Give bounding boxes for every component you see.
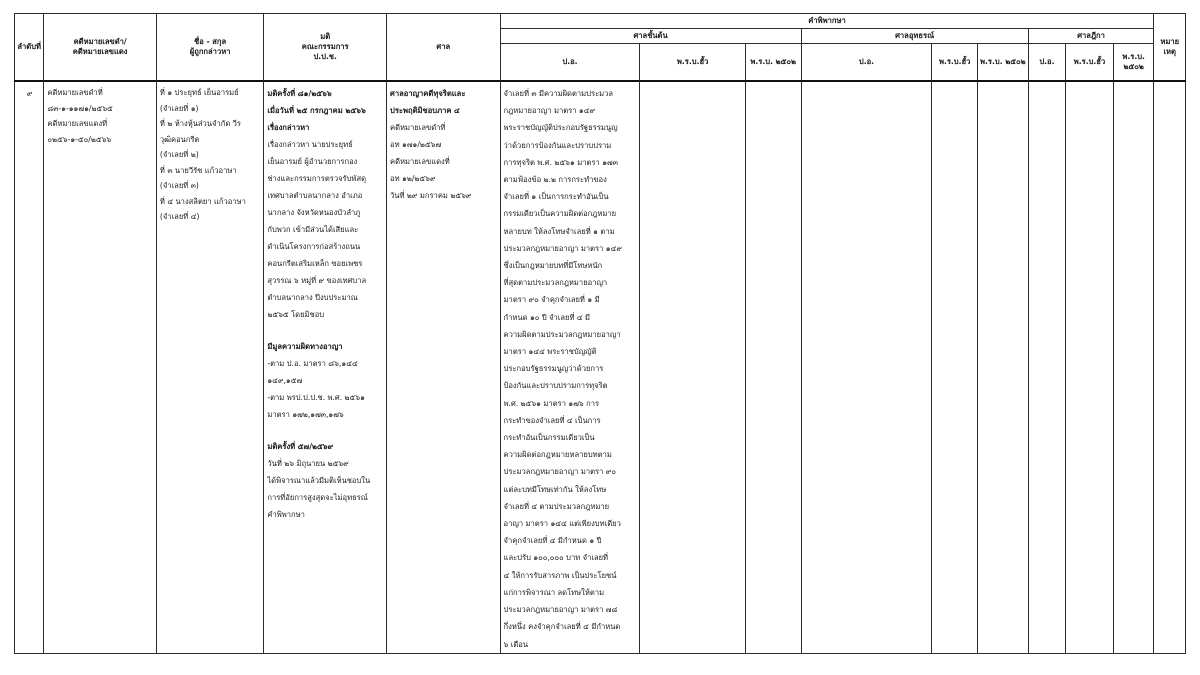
court-name-line: ศาลอาญาคดีทุจริตและ <box>390 89 466 98</box>
verdict-line: จำเลยที่ ๔ ตามประมวลกฎหมาย <box>503 501 610 511</box>
header-case-number: คดีหมายเลขดำ/ คดีหมายเลขแดง <box>44 14 157 82</box>
resolution-cell <box>264 81 387 653</box>
header-judgment: คำพิพากษา <box>500 14 1154 29</box>
verdict-line: ซึ่งเป็นกฎหมายบทที่มีโทษหนัก <box>503 261 603 271</box>
header-court: ศาล <box>387 14 501 82</box>
accused-cell <box>156 81 263 653</box>
subject-line: คอนกรีตเสริมเหล็ก ซอยเพชร <box>267 259 363 268</box>
meeting-2-line: คำพิพากษา <box>267 510 305 519</box>
verdict-line: กึ่งหนึ่ง คงจำคุกจำเลยที่ ๔ มีกำหนด <box>503 622 621 632</box>
verdict-line: มาตรา ๙๐ จำคุกจำเลยที่ ๑ มี <box>503 295 600 305</box>
verdict-line: กระทำอันเป็นกรรมเดียวเป็น <box>503 433 595 443</box>
verdict-line: ป้องกันและปราบปรามการทุจริต <box>503 381 608 391</box>
meeting-2-title: มติครั้งที่ ๕๗/๒๕๖๙ <box>267 442 334 451</box>
subject-line: สุวรรณ ๖ หมู่ที่ ๙ ของเทศบาล <box>267 276 367 285</box>
header-supreme-pbr-2502: พ.ร.บ. ๒๕๐๒ <box>1113 44 1154 82</box>
court-detail-line: วันที่ ๒๙ มกราคม ๒๕๖๙ <box>390 191 472 200</box>
accused-line: ที่ ๑ ประยุทธ์ เย็นอารมย์ <box>159 88 239 97</box>
accused-line: ที่ ๒ ห้างหุ้นส่วนจำกัด วีร <box>159 119 242 128</box>
subject-line: เรื่องกล่าวหา นายประยุทธ์ <box>267 140 353 149</box>
accused-line: วุฒิคอนกรีต <box>159 134 200 144</box>
verdict-line: ตามฟ้องข้อ ๒.๒ การกระทำของ <box>503 175 607 185</box>
court-detail-line: คดีหมายเลขดำที่ <box>390 123 446 132</box>
header-appeal-penal-code: ป.อ. <box>801 44 932 82</box>
criminal-line: มาตรา ๑๗๒,๑๗๓,๑๗๖ <box>267 410 344 419</box>
verdict-line: กระทำของจำเลยที่ ๔ เป็นการ <box>503 415 601 425</box>
supreme-penal-code-cell <box>1028 81 1066 653</box>
case-table <box>14 13 1186 654</box>
order-cell: ๙ <box>15 81 44 653</box>
verdict-line: การทุจริต พ.ศ. ๒๕๖๑ มาตรา ๑๗๓ <box>503 157 618 167</box>
subject-line: ๒๕๖๕ โดยมิชอบ <box>267 310 325 319</box>
verdict-line: ๔ ให้การรับสารภาพ เป็นประโยชน์ <box>503 570 617 580</box>
verdict-line: ๖ เดือน <box>503 639 529 649</box>
verdict-line: จำเลยที่ ๑ เป็นการกระทำอันเป็น <box>503 192 609 202</box>
subject-line: ช่างและกรรมการตรวจรับพัสดุ <box>267 174 367 183</box>
header-first-pbr-2502: พ.ร.บ. ๒๕๐๒ <box>745 44 801 82</box>
court-detail-line: คดีหมายเลขแดงที่ <box>390 157 450 166</box>
subject-line: นากลาง จังหวัดหนองบัวลำภู <box>267 208 361 217</box>
criminal-line: ๑๔๙,๑๕๗ <box>267 376 303 385</box>
table-row <box>15 81 1186 653</box>
supreme-pbr-2502-cell <box>1113 81 1154 653</box>
first-pbr-2502-cell <box>745 81 801 653</box>
verdict-line: กรรมเดียวเป็นความผิดต่อกฎหมาย <box>503 209 617 219</box>
meeting-2-line: การที่อัยการสูงสุดจะไม่อุทธรณ์ <box>267 493 368 502</box>
appeal-pbr-2502-cell <box>977 81 1028 653</box>
header-court-appeal: ศาลอุทธรณ์ <box>801 29 1028 44</box>
appeal-pbr-act-cell <box>932 81 978 653</box>
header-supreme-pbr-act: พ.ร.บ.ฮั้ว <box>1066 44 1114 82</box>
verdict-line: ประมวลกฎหมายอาญา มาตรา ๗๘ <box>503 605 618 615</box>
header-supreme-penal-code: ป.อ. <box>1028 44 1066 82</box>
verdict-line: จำคุกจำเลยที่ ๔ มีกำหนด ๑ ปี <box>503 536 602 546</box>
meeting-1-date: เมื่อวันที่ ๒๕ กรกฎาคม ๒๕๖๖ <box>267 106 366 115</box>
header-accused-name: ชื่อ - สกุล ผู้ถูกกล่าวหา <box>156 14 263 82</box>
case-number-line: คดีหมายเลขแดงที่ <box>47 119 108 128</box>
header-appeal-pbr-act: พ.ร.บ.ฮั้ว <box>932 44 978 82</box>
accused-line: ที่ ๓ นายวีรัช แก้วอาษา <box>159 165 237 175</box>
header-court-first-instance: ศาลชั้นต้น <box>500 29 801 44</box>
court-cell <box>387 81 501 653</box>
verdict-line: พระราชบัญญัติประกอบรัฐธรรมนูญ <box>503 123 618 133</box>
verdict-line: หลายบท ให้ลงโทษจำเลยที่ ๑ ตาม <box>503 226 615 236</box>
meeting-2-line: ได้พิจารณาแล้วมีมติเห็นชอบใน <box>267 476 371 485</box>
remarks-cell <box>1154 81 1186 653</box>
verdict-line: พ.ศ. ๒๕๖๑ มาตรา ๑๗๖ การ <box>503 398 600 408</box>
verdict-line: แต่ละบทมีโทษเท่ากัน ให้ลงโทษ <box>503 484 607 494</box>
verdict-line: กำหนด ๑๐ ปี จำเลยที่ ๔ มี <box>503 312 591 322</box>
subject-line: ตำบลนากลาง ปีงบประมาณ <box>267 293 358 302</box>
accused-line: (จำเลยที่ ๒) <box>159 150 199 159</box>
header-first-pbr-act: พ.ร.บ.ฮั้ว <box>640 44 745 82</box>
header-order: ลำดับที่ <box>15 14 44 82</box>
appeal-penal-code-cell <box>801 81 932 653</box>
accused-line: (จำเลยที่ ๑) <box>159 103 199 113</box>
header-appeal-pbr-2502: พ.ร.บ. ๒๕๐๒ <box>977 44 1028 82</box>
verdict-line: ประมวลกฎหมายอาญา มาตรา ๑๔๙ <box>503 243 622 253</box>
header-first-penal-code: ป.อ. <box>500 44 640 82</box>
case-number-line: ๐๒๕๖-๑-๕๐/๒๕๖๖ <box>47 134 112 144</box>
subject-line: ดำเนินโครงการก่อสร้างถนน <box>267 242 361 251</box>
case-number-cell <box>44 81 157 653</box>
case-number-line: ๘๓-๑-๑๑๗๑/๒๕๖๕ <box>47 103 113 113</box>
verdict-line: แก่การพิจารณา ลดโทษให้ตาม <box>503 587 605 597</box>
case-number-line: คดีหมายเลขดำที่ <box>47 88 103 97</box>
supreme-pbr-act-cell <box>1066 81 1114 653</box>
meeting-1-title: มติครั้งที่ ๘๑/๒๕๖๖ <box>267 89 332 98</box>
court-detail-line: อท ๑๗๑/๒๕๖๗ <box>390 140 442 149</box>
court-name-line: ประพฤติมิชอบภาค ๔ <box>390 106 460 115</box>
accused-line: ที่ ๔ นางสลิตยา แก้วอาษา <box>159 196 246 206</box>
verdict-line: ประมวลกฎหมายอาญา มาตรา ๙๐ <box>503 467 616 477</box>
verdict-line: มาตรา ๑๔๔ พระราชบัญญัติ <box>503 347 597 357</box>
verdict-line: กฎหมายอาญา มาตรา ๑๔๙ <box>503 106 596 116</box>
verdict-line: ความผิดต่อกฎหมายหลายบทตาม <box>503 450 612 460</box>
subject-line: เย็นอารมย์ ผู้อำนวยการกอง <box>267 157 358 166</box>
verdict-line: จำเลยที่ ๓ มีความผิดตามประมวล <box>503 89 614 98</box>
criminal-line: -ตาม พรป.ป.ป.ช. พ.ศ. ๒๕๖๑ <box>267 393 365 402</box>
subject-line: กับพวก เข้ามีส่วนได้เสียและ <box>267 225 359 234</box>
verdict-line: ความผิดตามประมวลกฎหมายอาญา <box>503 329 621 339</box>
verdict-line: ประกอบรัฐธรรมนูญว่าด้วยการ <box>503 364 604 374</box>
court-detail-line: อท ๑๒/๒๕๖๙ <box>390 174 436 183</box>
subject-heading: เรื่องกล่าวหา <box>267 123 310 132</box>
verdict-line: ว่าด้วยการป้องกันและปราบปราม <box>503 140 612 150</box>
verdict-first-instance-cell <box>500 81 640 653</box>
verdict-line: อาญา มาตรา ๑๔๔ แต่เพียงบทเดียว <box>503 519 621 529</box>
verdict-line: และปรับ ๑๐๐,๐๐๐ บาท จำเลยที่ <box>503 553 609 563</box>
subject-line: เทศบาลตำบลนากลาง อำเภอ <box>267 191 363 200</box>
header-court-supreme: ศาลฎีกา <box>1028 29 1154 44</box>
criminal-heading: มีมูลความผิดทางอาญา <box>267 342 343 351</box>
accused-line: (จำเลยที่ ๔) <box>159 212 200 221</box>
first-pbr-act-cell <box>640 81 745 653</box>
accused-line: (จำเลยที่ ๓) <box>159 181 199 190</box>
verdict-line: ที่สุดตามประมวลกฎหมายอาญา <box>503 278 608 288</box>
header-resolution: มติ คณะกรรมการ ป.ป.ช. <box>264 14 387 82</box>
criminal-line: -ตาม ป.อ. มาตรา ๘๖,๑๔๔ <box>267 359 358 368</box>
header-remarks: หมาย เหตุ <box>1154 14 1186 82</box>
document-sheet <box>14 13 1186 654</box>
meeting-2-line: วันที่ ๒๖ มิถุนายน ๒๕๖๙ <box>267 459 349 468</box>
